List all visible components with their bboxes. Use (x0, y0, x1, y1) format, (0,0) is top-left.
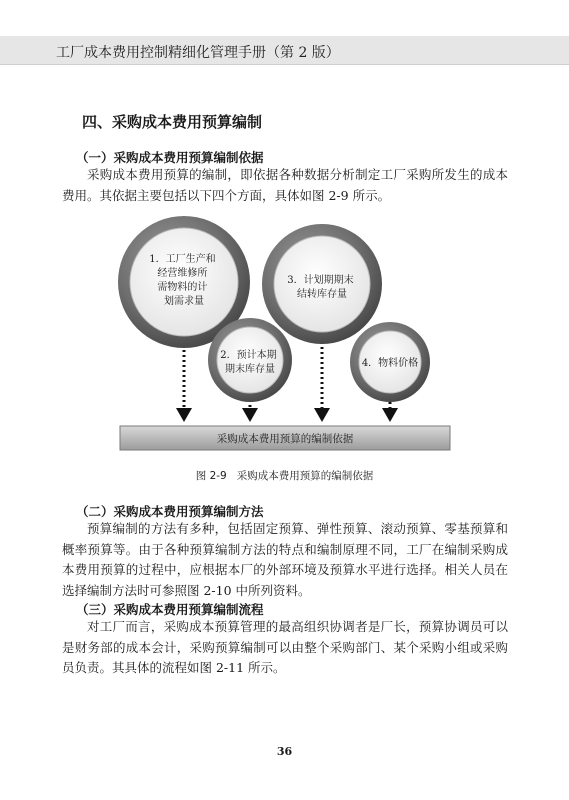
circle-1-label: 1．工厂生产和 经营维修所 需物料的计 划需求量 (149, 254, 216, 307)
section-heading: 四、采购成本费用预算编制 (82, 113, 263, 131)
arrow-down-icon (176, 408, 192, 422)
basis-bar (120, 426, 450, 450)
arrowheads (176, 408, 398, 422)
circle-2-label: 2．预计本期 期末库存量 (220, 350, 277, 375)
circle-basis-3 (262, 224, 382, 344)
figure-caption (0, 468, 569, 483)
circle-basis-2 (208, 318, 292, 402)
figure-number: 图 2-9 (195, 470, 227, 482)
subsection-heading-process: （三）采购成本费用预算编制流程 (76, 602, 264, 617)
subsection-heading-basis: （一）采购成本费用预算编制依据 (76, 150, 264, 165)
book-title: 工厂成本费用控制精细化管理手册（第 2 版） (56, 45, 340, 61)
arrow-down-icon (242, 408, 258, 422)
circle-3-label: 3．计划期期末 结转库存量 (287, 275, 354, 300)
subsection-heading-methods: （二）采购成本费用预算编制方法 (76, 504, 264, 519)
paragraph-methods: 预算编制的方法有多种，包括固定预算、弹性预算、滚动预算、零基预算和概率预算等。由于各种预算编制方法的特点和编制原理不同，工厂在编制采购成本费用预算的过程中，应根据本厂的外部环境及预算水平进行选择。相关人员在选择编制方法时可参照图 2-10 中所列资料。 (62, 521, 508, 598)
figure-caption-text: 采购成本费用预算的编制依据 (236, 470, 374, 482)
running-header (0, 36, 569, 65)
arrow-down-icon (382, 408, 398, 422)
circle-4-label: 4．物料价格 (361, 358, 419, 369)
circle-basis-4 (350, 322, 430, 402)
paragraph-basis: 采购成本费用预算的编制，即依据各种数据分析制定工厂采购所发生的成本费用。其依据主要包括以下四个方面，具体如图 2-9 所示。 (62, 167, 508, 203)
page-number: 36 (276, 745, 293, 758)
arrow-down-icon (314, 408, 330, 422)
diagram (100, 212, 470, 462)
paragraph-process: 对工厂而言，采购成本预算管理的最高组织协调者是厂长，预算协调员可以是财务部的成本会计，采购预算编制可以由整个采购部门、某个采购小组或采购员负责。其具体的流程如图 2-11 所示。 (62, 619, 508, 675)
bar-label: 采购成本费用预算的编制依据 (216, 433, 354, 445)
figure-budget-basis (100, 212, 470, 462)
